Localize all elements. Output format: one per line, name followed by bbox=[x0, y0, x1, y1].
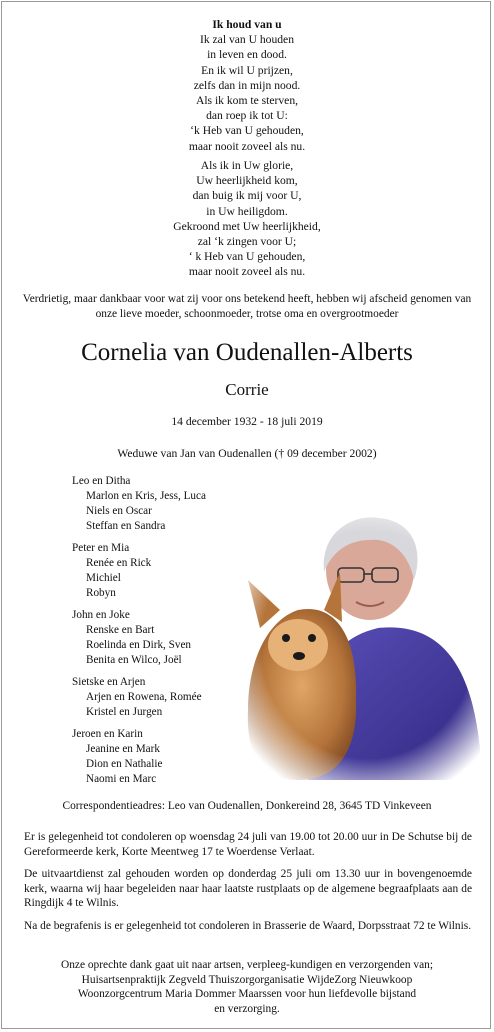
family-head: Peter en Mia bbox=[72, 542, 130, 554]
family-member: Niels en Oscar bbox=[86, 505, 152, 517]
poem-line: ‘k Heb van U gehouden, bbox=[190, 124, 304, 138]
deceased-name: Cornelia van Oudenallen-Alberts bbox=[81, 339, 413, 366]
correspondence-address: Correspondentieadres: Leo van Oudenallen, Donkereind 28, 3645 TD Vinkeveen bbox=[62, 800, 432, 812]
poem-line: in leven en dood. bbox=[207, 48, 287, 62]
poem-line: in Uw heiligdom. bbox=[206, 204, 288, 218]
closing-line: Huisartsenpraktijk Zegveld Thuiszorgorganisatie WijdeZorg Nieuwkoop bbox=[81, 973, 413, 986]
family-member: Benita en Wilco, Joël bbox=[86, 654, 182, 666]
poem-line: Uw heerlijkheid kom, bbox=[196, 174, 298, 188]
after-funeral-paragraph: Na de begrafenis is er gelegenheid tot condoleren in Brasserie de Waard, Dorpsstraat 72 te Wilnis. bbox=[24, 920, 472, 932]
family-member: Kristel en Jurgen bbox=[86, 706, 163, 718]
family-head: John en Joke bbox=[72, 609, 130, 621]
family-member: Robyn bbox=[86, 587, 116, 599]
closing-line: Woonzorgcentrum Maria Dommer Maarssen voor hun liefdevolle bijstand bbox=[77, 988, 417, 1001]
family-group bbox=[72, 675, 206, 720]
closing-line: Onze oprechte dank gaat uit naar artsen, verpleeg-kundigen en verzorgenden van; bbox=[60, 959, 434, 971]
condolence-paragraph: Er is gelegenheid tot condoleren op woensdag 24 juli van 19.00 tot 20.00 uur in De Schutse bij de Gereformeerde kerk, Korte Meentweg 17 te Woerdense Verlaat. bbox=[24, 831, 472, 858]
family-group bbox=[72, 608, 206, 668]
obituary-card bbox=[1, 1, 491, 1029]
family-member: Naomi en Marc bbox=[86, 773, 157, 785]
intro-text: Verdrietig, maar dankbaar voor wat zij voor ons betekend heeft, hebben wij afscheid genomen van onze lieve moeder, schoonmoeder, trotse oma en overgrootmoeder bbox=[22, 293, 472, 320]
family-group bbox=[72, 541, 206, 601]
poem-line: zelfs dan in mijn nood. bbox=[193, 78, 301, 92]
poem bbox=[2, 17, 492, 154]
family-member: Roelinda en Dirk, Sven bbox=[86, 639, 192, 651]
life-dates: 14 december 1932 - 18 juli 2019 bbox=[171, 415, 323, 428]
poem-line: dan roep ik tot U: bbox=[206, 109, 288, 123]
poem-title: Ik houd van u bbox=[212, 18, 282, 31]
poem-line: Ik zal van U houden bbox=[199, 33, 294, 47]
family-head: Jeroen en Karin bbox=[72, 728, 143, 740]
portrait-photo bbox=[228, 510, 482, 780]
poem-stanza-2 bbox=[2, 158, 492, 280]
family-member: Arjen en Rowena, Romée bbox=[86, 691, 202, 703]
closing-line: en verzorging. bbox=[214, 1002, 280, 1015]
family-group bbox=[72, 727, 206, 787]
poem-line: En ik wil U prijzen, bbox=[201, 63, 293, 77]
family-head: Sietske en Arjen bbox=[72, 676, 146, 688]
family-list bbox=[72, 474, 206, 794]
family-member: Marlon en Kris, Jess, Luca bbox=[86, 490, 206, 502]
poem-line: zal ‘k zingen voor U; bbox=[197, 235, 297, 249]
family-member: Steffan en Sandra bbox=[86, 520, 166, 532]
poem-line: dan buig ik mij voor U, bbox=[192, 189, 302, 203]
closing-thanks bbox=[2, 958, 492, 1016]
family-member: Renske en Bart bbox=[86, 624, 155, 636]
poem-line: Als ik kom te sterven, bbox=[195, 94, 299, 108]
family-member: Dion en Nathalie bbox=[86, 758, 163, 770]
widow-line: Weduwe van Jan van Oudenallen († 09 december 2002) bbox=[117, 447, 377, 460]
poem-line: maar nooit zoveel als nu. bbox=[188, 265, 306, 279]
poem-line: ‘ k Heb van U gehouden, bbox=[188, 250, 306, 264]
family-member: Michiel bbox=[86, 572, 121, 584]
funeral-paragraph: De uitvaartdienst zal gehouden worden op donderdag 25 juli om 13.30 uur in bovengenoemde kerk, waarna wij haar begeleiden naar haar laatste rustplaats op de algemene begraafplaats aan de Ringdijk 4 te Wilnis. bbox=[24, 868, 472, 910]
poem-line: maar nooit zoveel als nu. bbox=[188, 139, 306, 153]
family-group bbox=[72, 474, 206, 534]
poem-line: Als ik in Uw glorie, bbox=[200, 159, 294, 172]
deceased-nickname: Corrie bbox=[225, 380, 269, 399]
family-member: Jeanine en Mark bbox=[86, 743, 160, 755]
poem-line: Gekroond met Uw heerlijkheid, bbox=[173, 219, 321, 233]
family-head: Leo en Ditha bbox=[72, 475, 131, 487]
family-member: Renée en Rick bbox=[86, 557, 152, 569]
